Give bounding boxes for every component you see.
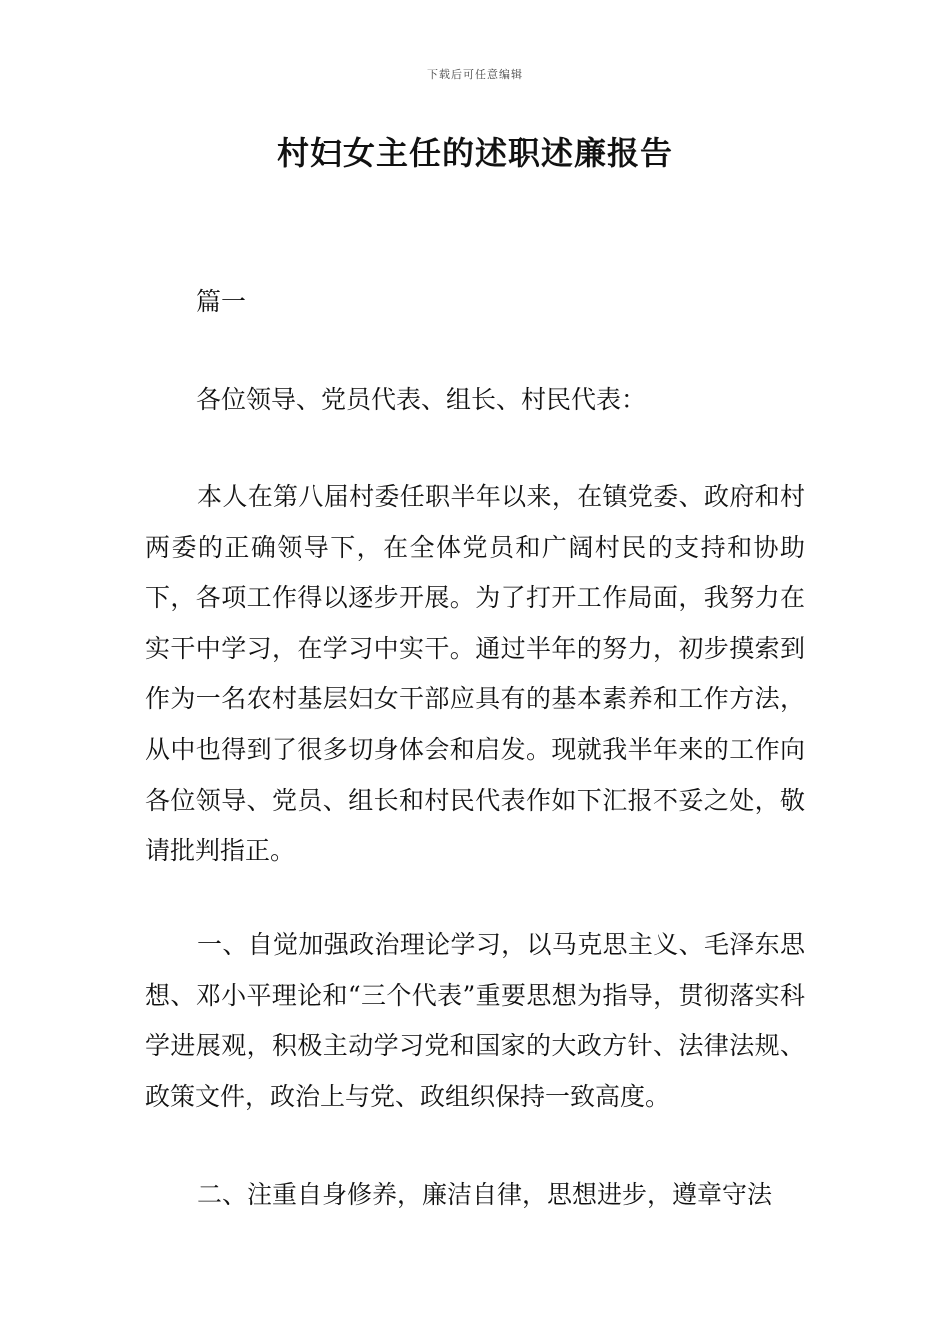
paragraph-intro: 本人在第八届村委任职半年以来，在镇党委、政府和村两委的正确领导下，在全体党员和广阔村民的支持和协助下，各项工作得以逐步开展。为了打开工作局面，我努力在实干中学习，在学习中实干。通过半年的努力，初步摸索到作为一名农村基层妇女干部应具有的基本素养和工作方法，从中也得到了很多切身体会和启发。现就我半年来的工作向各位领导、党员、组长和村民代表作如下汇报不妥之处，敬请批判指正。 <box>145 482 805 866</box>
salutation: 各位领导、党员代表、组长、村民代表： <box>196 385 647 414</box>
header-note: 下载后可任意编辑 <box>427 68 523 81</box>
paragraph-point-one: 一、自觉加强政治理论学习，以马克思主义、毛泽东思想、邓小平理论和“三个代表”重要思想为指导，贯彻落实科学进展观，积极主动学习党和国家的大政方针、法律法规、政策文件，政治上与党、政组织保持一致高度。 <box>145 930 805 1111</box>
section-label: 篇一 <box>196 287 247 316</box>
document-title: 村妇女主任的述职述廉报告 <box>276 134 673 172</box>
paragraph-point-two: 二、注重自身修养，廉洁自律，思想进步，遵章守法 <box>197 1180 773 1209</box>
